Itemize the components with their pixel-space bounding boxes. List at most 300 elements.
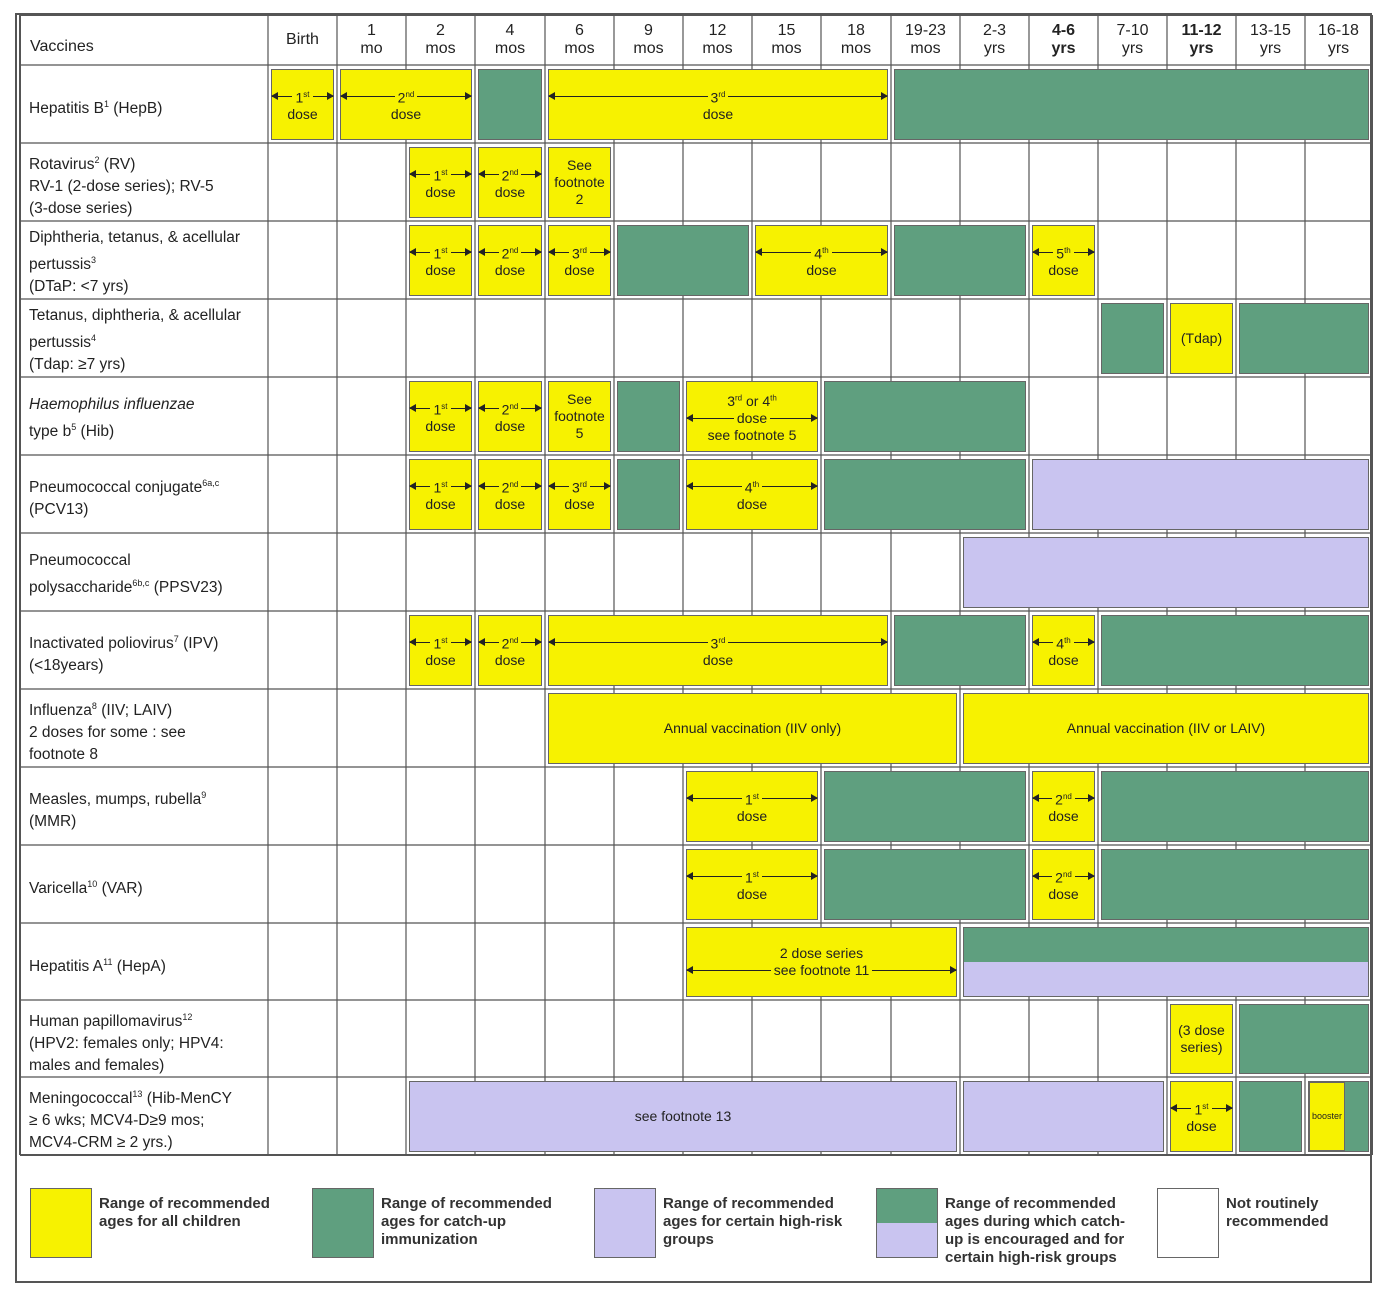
left-arrow-icon [687, 798, 742, 799]
bar-text: 4 [1056, 635, 1065, 652]
bar-label [711, 86, 726, 107]
left-arrow-icon [1033, 642, 1053, 643]
schedule-bar-yellow [478, 615, 542, 686]
dose-arrow-row [756, 242, 887, 263]
dose-arrow-row [687, 410, 817, 427]
bar-text: 4 [744, 479, 753, 496]
age-header-top: 9 [644, 22, 653, 39]
age-header [614, 15, 683, 65]
schedule-bar-green [894, 615, 1026, 686]
left-arrow-icon [549, 252, 569, 253]
dose-arrow-row [410, 164, 471, 185]
bar-label [554, 408, 605, 424]
schedule-bar-yellow [1032, 849, 1095, 920]
legend-line: ages for all children [99, 1213, 241, 1230]
bar-text: 4 [814, 245, 823, 262]
bar-text: (Tdap) [1180, 330, 1223, 346]
vaccine-name-text: Measles, mumps, rubella [29, 791, 202, 809]
vaccine-name-text: Pneumococcal [29, 552, 131, 569]
bar-label [576, 425, 584, 441]
dose-arrow-row [479, 398, 541, 419]
bar-label [554, 174, 605, 190]
bar-label [1194, 1098, 1208, 1119]
bar-text-line [727, 389, 777, 410]
vaccine-name-text: ≥ 6 wks; MCV4-D≥9 mos; [29, 1112, 205, 1130]
bar-text: 1 [433, 245, 442, 262]
bar-text-line [806, 262, 836, 279]
bar-text-line [1186, 1118, 1216, 1135]
bar-text: 2 [501, 401, 510, 418]
ordinal-suffix: nd [1062, 791, 1072, 801]
right-arrow-icon [521, 174, 541, 175]
legend-line: Not routinely [1226, 1195, 1319, 1212]
vaccine-name-text: (VAR) [97, 880, 143, 898]
bar-text-line [425, 418, 455, 435]
ordinal-suffix: st [441, 635, 448, 645]
schedule-bar-purple [1032, 459, 1369, 530]
left-arrow-icon [272, 96, 292, 97]
footnote-ref: 1 [103, 99, 109, 109]
dose-arrow-row [479, 632, 541, 653]
ordinal-suffix: st [752, 869, 760, 879]
vaccine-name-text: Varicella [29, 880, 88, 898]
right-arrow-icon [521, 486, 541, 487]
right-arrow-icon [451, 408, 471, 409]
right-arrow-icon [770, 418, 817, 419]
schedule-bar-yellow [1170, 303, 1233, 374]
bar-text-line [780, 945, 863, 962]
bar-text: 1 [1194, 1101, 1203, 1118]
age-header-top: 2 [436, 22, 445, 39]
age-header [891, 15, 960, 65]
age-header-top: 1 [367, 22, 376, 39]
dose-arrow-row [687, 866, 817, 887]
vaccine-name-text: (IPV) [178, 635, 219, 653]
bar-text: dose [494, 496, 526, 513]
legend-line: immunization [381, 1231, 478, 1248]
right-arrow-icon [451, 174, 471, 175]
dose-arrow-row [549, 476, 610, 497]
bar-text: Annual vaccination (IIV only) [663, 720, 842, 736]
bar-text-line [567, 157, 592, 174]
right-arrow-icon [1075, 798, 1094, 799]
schedule-bar-green [1101, 771, 1369, 842]
bar-label [1180, 1039, 1222, 1055]
schedule-bar-yellow [548, 147, 611, 218]
vaccine-name-text: (DTaP: <7 yrs) [29, 278, 129, 296]
dose-arrow-row [549, 632, 887, 653]
left-arrow-icon [1033, 252, 1053, 253]
age-header-top: 11-12 [1181, 22, 1222, 39]
bar-text-line [1067, 720, 1265, 737]
legend-label [99, 1195, 270, 1231]
bar-label [567, 391, 592, 407]
age-header-bottom: mos [702, 40, 733, 57]
legend-line: Range of recommended [663, 1195, 834, 1212]
schedule-bar-yellow [686, 849, 818, 920]
left-arrow-icon [687, 970, 771, 971]
age-header [752, 15, 821, 65]
schedule-bar-yellow [686, 927, 957, 997]
bar-text: dose [1186, 1118, 1217, 1135]
schedule-bar-green [1239, 1004, 1369, 1074]
booster-box [1309, 1082, 1345, 1151]
bar-label [737, 886, 767, 902]
age-header-bottom: mos [633, 40, 664, 57]
legend-line: certain high-risk groups [945, 1249, 1117, 1266]
bar-text: 2 [501, 167, 510, 184]
age-header-top: 12 [708, 22, 727, 39]
vaccine-name-text: type b [29, 423, 72, 441]
vaccine-name [29, 1006, 264, 1077]
bar-text-line [567, 391, 592, 408]
right-arrow-icon [521, 408, 541, 409]
legend-line: ages for certain high-risk [663, 1213, 843, 1230]
right-arrow-icon [762, 798, 817, 799]
dose-arrow-row [410, 242, 471, 263]
vaccine-name-line [29, 149, 264, 176]
ordinal-suffix: st [752, 791, 760, 801]
legend-swatch-green [312, 1188, 374, 1258]
bar-text-line [1181, 330, 1222, 347]
age-header-bottom: mos [494, 40, 526, 57]
vaccine-name-italic: Haemophilus influenzae [29, 396, 195, 413]
bar-label [295, 86, 309, 107]
left-arrow-icon [687, 418, 734, 419]
vaccine-name-text: (Hib-MenCY [142, 1090, 232, 1108]
bar-label [567, 157, 592, 173]
age-header-bottom: mos [840, 40, 872, 57]
vaccine-name [29, 1083, 264, 1154]
schedule-bar-green [478, 69, 542, 140]
legend-label [945, 1195, 1125, 1267]
vaccine-name-line [29, 628, 264, 655]
dose-arrow-row [341, 86, 471, 107]
bar-text: dose [425, 652, 456, 669]
vaccine-name-line [29, 1110, 264, 1132]
footnote-ref: 11 [103, 956, 113, 967]
ordinal-suffix: rd [718, 89, 726, 99]
bar-label [433, 398, 447, 419]
bar-text-line [737, 496, 767, 513]
bar-label [433, 164, 447, 185]
ordinal-suffix: st [303, 89, 310, 99]
bar-text-line [564, 262, 594, 279]
ordinal-suffix: nd [509, 635, 519, 645]
ordinal-suffix: nd [405, 89, 415, 99]
bar-text: dose [390, 106, 422, 123]
bar-text: dose [1048, 808, 1079, 825]
bar-label [398, 86, 415, 107]
age-header-top: 4-6 [1051, 22, 1076, 39]
vaccine-name-text: Influenza [29, 702, 92, 720]
schedule-bar-yellow [409, 381, 472, 452]
dose-arrow-row [410, 632, 471, 653]
bar-text: 2 [501, 479, 510, 496]
vaccine-name-text: (HepB) [108, 100, 163, 118]
footnote-ref: 7 [173, 634, 179, 644]
age-header-bottom: mos [425, 40, 456, 57]
schedule-bar-purple [963, 1081, 1164, 1152]
schedule-bar-green [824, 381, 1026, 452]
vaccine-name-text: Rotavirus [29, 156, 95, 174]
ordinal-suffix: th [770, 393, 777, 403]
age-header [337, 15, 406, 65]
legend-line: up is encouraged and for [945, 1231, 1125, 1248]
bar-label [703, 106, 733, 122]
bar-text-line [1178, 1022, 1225, 1039]
bar-label [564, 496, 594, 512]
bar-text: 2 dose series [779, 945, 864, 961]
dose-arrow-row [1033, 866, 1094, 887]
bar-text: see footnote 5 [707, 426, 797, 443]
legend-label [381, 1195, 552, 1249]
vaccine-name-text: MCV4-CRM ≥ 2 yrs.) [29, 1134, 173, 1152]
vaccine-name-text: (Tdap: ≥7 yrs) [29, 356, 126, 374]
dose-arrow-row [272, 86, 333, 107]
vaccine-name-text: (RV) [99, 156, 136, 174]
dose-arrow-row [1033, 632, 1094, 653]
bar-text-line [425, 262, 455, 279]
age-header-top: 2-3 [982, 22, 1007, 39]
vaccine-name-line [29, 784, 264, 811]
bar-text-line [391, 106, 421, 123]
vaccine-name-line [29, 873, 264, 900]
bar-text: See [567, 391, 592, 407]
bar-text: or 4 [742, 392, 771, 409]
bar-text: dose [564, 262, 595, 279]
bar-text: dose [494, 262, 526, 279]
bar-text: dose [425, 418, 456, 435]
right-arrow-icon [762, 876, 817, 877]
legend-swatch-split [876, 1188, 938, 1258]
legend-swatch-yellow [30, 1188, 92, 1258]
bar-label [745, 866, 759, 887]
dose-arrow-row [687, 476, 817, 497]
schedule-bar-purple [409, 1081, 957, 1152]
age-header-bottom: yrs [983, 40, 1006, 57]
age-header [821, 15, 891, 65]
vaccine-name-text: (<18years) [29, 657, 104, 675]
schedule-bar-yellow [548, 693, 957, 764]
bar-text: dose [287, 106, 318, 123]
bar-text: dose [736, 409, 768, 426]
bar-text: see footnote 11 [773, 962, 870, 978]
age-header-top: 6 [575, 22, 584, 39]
dose-arrow-row [1171, 1098, 1232, 1119]
bar-text-line [635, 1108, 732, 1125]
schedule-bar-yellow [340, 69, 472, 140]
schedule-bar-yellow [409, 225, 472, 296]
vaccine-name [29, 149, 264, 220]
bar-text: dose [806, 262, 837, 279]
bar-text-line [495, 418, 525, 435]
bar-text-line [576, 425, 584, 442]
legend-line: Range of recommended [99, 1195, 270, 1212]
bar-label [780, 945, 863, 961]
footnote-ref: 6a,c [202, 478, 220, 488]
vaccine-name-text: (MMR) [29, 813, 77, 831]
right-arrow-icon [1074, 252, 1094, 253]
vaccine-name-line [29, 305, 264, 327]
vaccine-name-line [29, 354, 264, 376]
age-header-bottom: mos [771, 40, 802, 57]
bar-label [774, 962, 869, 979]
bar-text: 2 [501, 635, 510, 652]
bar-text-line [554, 408, 605, 425]
right-arrow-icon [728, 642, 887, 643]
bar-text: 1 [433, 479, 442, 496]
ordinal-suffix: nd [509, 245, 519, 255]
vaccine-name-line [29, 472, 264, 499]
schedule-bar-yellow [686, 771, 818, 842]
schedule-bar-green [824, 771, 1026, 842]
left-arrow-icon [756, 252, 811, 253]
bar-label [1048, 886, 1078, 902]
bar-label [495, 418, 525, 434]
age-header [475, 15, 545, 65]
bar-text-line [1048, 808, 1078, 825]
right-arrow-icon [451, 642, 471, 643]
schedule-bar-yellow [755, 225, 888, 296]
vaccine-name-text: pertussis [29, 334, 92, 352]
legend-line: Range of recommended [381, 1195, 552, 1212]
right-arrow-icon [521, 252, 541, 253]
bar-text: 5 [1056, 245, 1065, 262]
bar-text-line [737, 808, 767, 825]
bar-text: 2 [575, 191, 584, 207]
bar-label [1056, 632, 1070, 653]
schedule-bar-yellow [686, 381, 818, 452]
vaccine-name-line [29, 93, 264, 120]
right-arrow-icon [1075, 876, 1094, 877]
bar-text-line [495, 496, 525, 513]
vaccine-name [29, 394, 264, 443]
vaccine-name-line [29, 394, 264, 416]
bar-label [737, 410, 767, 427]
right-arrow-icon [728, 96, 887, 97]
legend-label [663, 1195, 842, 1249]
legend-line: ages during which catch- [945, 1213, 1126, 1230]
bar-label [727, 393, 777, 409]
ordinal-suffix: th [822, 245, 829, 255]
footnote-ref: 6b,c [132, 578, 150, 588]
right-arrow-icon [313, 96, 333, 97]
vaccine-name-text: Human papillomavirus [29, 1012, 183, 1030]
schedule-bar-yellow [1032, 225, 1095, 296]
schedule-bar-yellow [548, 459, 611, 530]
bar-text-line [495, 652, 525, 669]
bar-text: dose [1048, 262, 1079, 279]
bar-label [703, 652, 733, 668]
bar-label [287, 106, 317, 122]
ordinal-suffix: nd [1062, 869, 1072, 879]
age-header-bottom: mos [564, 40, 595, 57]
bar-label [425, 262, 455, 278]
bar-label [495, 184, 525, 200]
schedule-bar-green [1101, 303, 1164, 374]
age-header [960, 15, 1029, 65]
right-arrow-icon [832, 252, 887, 253]
footnote-ref: 4 [91, 333, 97, 343]
bar-label [425, 652, 455, 668]
bar-text: 1 [744, 869, 753, 886]
schedule-bar-yellow [1170, 1081, 1233, 1152]
ordinal-suffix: nd [509, 479, 519, 489]
schedule-bar-yellow [548, 225, 611, 296]
age-header-top: 7-10 [1116, 22, 1149, 39]
right-arrow-icon [762, 486, 817, 487]
vaccine-name-text: (3-dose series) [29, 200, 133, 218]
ordinal-suffix: th [1064, 245, 1071, 255]
legend-swatch-purple [594, 1188, 656, 1258]
bar-text: footnote [554, 174, 605, 190]
bar-text-line [287, 106, 317, 123]
footnote-ref: 2 [94, 155, 100, 165]
vaccine-name-line [29, 1083, 264, 1110]
schedule-bar-yellow [963, 693, 1369, 764]
bar-text-line [708, 427, 797, 444]
schedule-bar-green [1101, 849, 1369, 920]
bar-label [425, 184, 455, 200]
age-header [1029, 15, 1098, 65]
left-arrow-icon [1033, 798, 1052, 799]
bar-text: dose [736, 496, 768, 513]
bar-label [502, 164, 519, 185]
bar-text: 5 [575, 425, 584, 441]
bar-text-line [564, 496, 594, 513]
vaccine-name-line [29, 811, 264, 833]
vaccine-name-line [29, 951, 264, 978]
schedule-bar-yellow [478, 381, 542, 452]
bar-label [1055, 788, 1072, 809]
bar-text-line [1048, 262, 1078, 279]
vaccines-header: Vaccines [30, 38, 94, 55]
vaccine-name-line [29, 572, 264, 599]
vaccine-name [29, 873, 264, 900]
left-arrow-icon [410, 252, 430, 253]
vaccine-name-text: Hepatitis B [29, 100, 104, 118]
schedule-bar-yellow [1170, 1004, 1233, 1074]
schedule-bar-yellow [1032, 615, 1095, 686]
vaccine-name-line [29, 499, 264, 521]
legend-line: recommended [1226, 1213, 1329, 1230]
ordinal-suffix: rd [734, 393, 743, 403]
schedule-bar-yellow [478, 459, 542, 530]
age-header-bottom: yrs [1121, 40, 1144, 57]
bar-text-line [1048, 652, 1078, 669]
age-header-bottom: yrs [1051, 40, 1076, 57]
vaccine-name-text: RV-1 (2-dose series); RV-5 [29, 178, 214, 196]
bar-text-line [495, 184, 525, 201]
legend-label [1226, 1195, 1329, 1231]
age-header-top: 4 [505, 22, 515, 39]
bar-text-line [425, 496, 455, 513]
legend-swatch-white [1157, 1188, 1219, 1258]
schedule-bar-green [894, 69, 1369, 140]
bar-label [572, 476, 587, 497]
left-arrow-icon [1033, 876, 1052, 877]
age-header-bottom: yrs [1327, 40, 1350, 57]
right-arrow-icon [1074, 642, 1094, 643]
vaccine-name-line [29, 655, 264, 677]
left-arrow-icon [410, 408, 430, 409]
age-header-top: 15 [777, 22, 796, 39]
vaccine-name-text: 2 doses for some : see [29, 724, 186, 742]
left-arrow-icon [479, 408, 499, 409]
ordinal-suffix: th [752, 479, 760, 489]
age-header-top: 16-18 [1318, 22, 1359, 39]
